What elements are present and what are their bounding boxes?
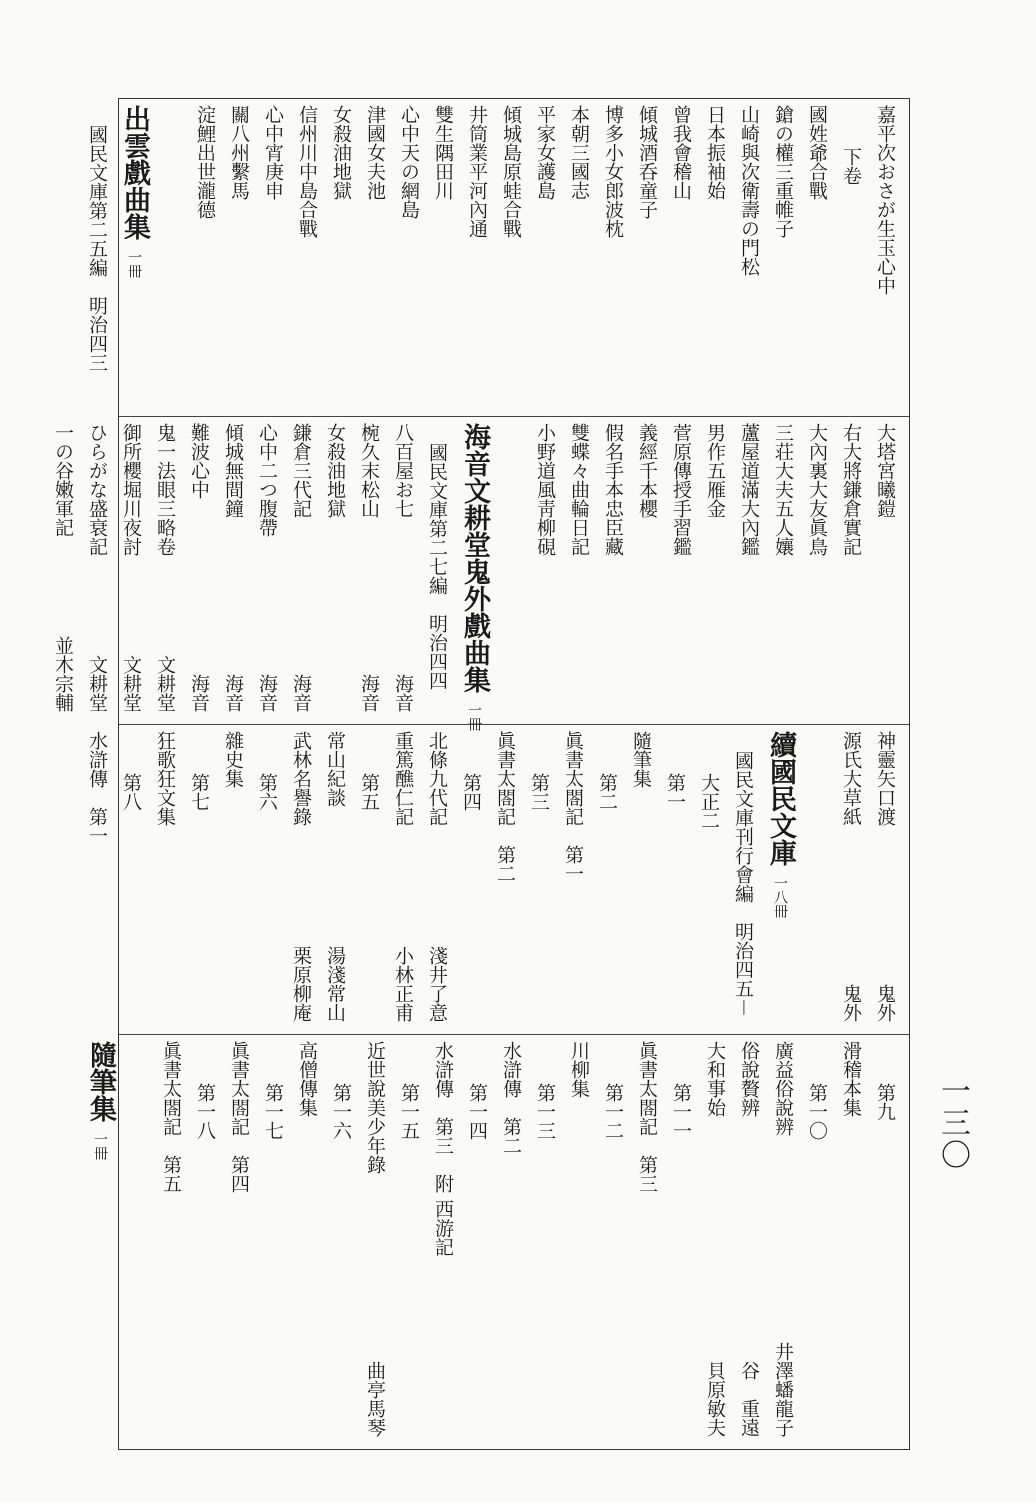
entry-title: 第一八	[194, 1083, 216, 1140]
volume-count: 一冊	[92, 1132, 108, 1160]
band-2-columns	[52, 423, 901, 731]
volume-count: 一冊	[126, 250, 142, 278]
band3-column	[869, 731, 901, 1028]
band2-column	[149, 423, 181, 718]
band4-column	[427, 1041, 459, 1256]
entry-title: 國民文庫第二五編 明治四三	[86, 125, 108, 372]
entry-title: 第一四	[466, 1083, 488, 1140]
entry-author: 曲亭馬琴	[364, 1361, 386, 1437]
entry-title: 川柳集	[568, 1041, 590, 1098]
entry-title: 傾城無間鐘	[222, 423, 244, 518]
band1-column	[81, 105, 113, 372]
band3-column	[625, 731, 657, 788]
collection-title: 隨筆集	[85, 1041, 116, 1122]
entry-title: 女殺油地獄	[324, 423, 346, 518]
entry-title: 眞書太閤記 第四	[228, 1041, 250, 1193]
band1-column	[223, 105, 255, 200]
entry-title: 常山紀談	[324, 731, 346, 807]
entry-author: 貝原敏夫	[704, 1361, 726, 1437]
entry-title: 第一二	[602, 1083, 624, 1140]
volume-count: 一冊	[466, 703, 482, 731]
entry-title: 關八州繫馬	[228, 105, 250, 200]
band3-column	[455, 731, 487, 811]
band1-column	[115, 105, 153, 278]
band2-column	[319, 423, 351, 518]
band3-column	[557, 731, 589, 883]
entry-author: 湯淺常山	[324, 946, 346, 1022]
entry-title: 第一一	[670, 1083, 692, 1140]
band3-column	[761, 731, 799, 918]
band4-column	[81, 1041, 119, 1160]
entry-title: 津國女夫池	[364, 105, 386, 200]
entry-title: 日本振袖始	[704, 105, 726, 200]
entry-title: 俗說贅辨	[738, 1041, 760, 1117]
entry-title: 大內裏大友眞鳥	[806, 423, 828, 556]
entry-title: 武林名譽錄	[290, 731, 312, 826]
band1-column	[325, 105, 357, 200]
band3-column	[387, 731, 419, 1028]
entry-title: 一の谷嫩軍記	[52, 423, 74, 537]
band4-column	[869, 1041, 901, 1121]
band3-column	[81, 731, 113, 845]
entry-title: 博多小女郎波枕	[602, 105, 624, 238]
band3-column	[251, 731, 283, 811]
entry-title: 第三	[528, 773, 550, 811]
band4-column	[291, 1041, 323, 1117]
entry-title: 第五	[358, 773, 380, 811]
entry-title: 心中宵庚申	[262, 105, 284, 200]
entry-title: 水滸傳 第二	[500, 1041, 522, 1155]
band3-column	[115, 731, 147, 811]
band-3	[86, 725, 909, 1035]
entry-author: 井澤蟠龍子	[772, 1342, 794, 1437]
band4-column	[767, 1041, 799, 1443]
entry-title: 第六	[256, 773, 278, 811]
entry-title: 第一六	[330, 1083, 352, 1140]
band3-column	[727, 731, 759, 1017]
entry-title: 男作五雁金	[704, 423, 726, 518]
entry-title: 信州川中島合戰	[296, 105, 318, 238]
band2-column	[767, 423, 799, 556]
band2-column	[665, 423, 697, 556]
entry-title: 下卷	[840, 147, 862, 185]
band4-column	[155, 1041, 187, 1193]
entry-author: 海音	[256, 674, 278, 712]
band4-column	[835, 1041, 867, 1117]
entry-title: 曾我會稽山	[670, 105, 692, 200]
band4-column	[223, 1041, 255, 1193]
entry-title: 水滸傳 第三 附 西游記	[432, 1041, 454, 1257]
entry-title: 山崎與次衛壽の門松	[738, 105, 760, 276]
band2-column	[597, 423, 629, 556]
band-1-columns	[86, 105, 901, 410]
entry-title: 難波心中	[188, 423, 210, 499]
entry-title: 鎌倉三代記	[290, 423, 312, 518]
band3-column	[353, 731, 385, 811]
band1-column	[597, 105, 629, 238]
entry-title: 滑稽本集	[840, 1041, 862, 1117]
collection-title: 海音文耕堂鬼外戲曲集	[459, 423, 490, 693]
band2-column	[353, 423, 385, 718]
entry-title: 水滸傳 第一	[86, 731, 108, 845]
entry-title: 小野道風靑柳硯	[534, 423, 556, 556]
entry-title: 大和事始	[704, 1041, 726, 1117]
entry-title: 雙生隅田川	[432, 105, 454, 200]
band3-column	[591, 731, 623, 811]
entry-title: 廣益俗說辨	[772, 1041, 794, 1136]
entry-author: 鬼外	[840, 984, 862, 1022]
entry-title: 八百屋お七	[392, 423, 414, 518]
entry-title: 雜史集	[222, 731, 244, 788]
entry-title: 女殺油地獄	[330, 105, 352, 200]
band-2	[52, 417, 909, 731]
band4-column	[461, 1041, 493, 1140]
band2-column	[455, 423, 493, 731]
band1-column	[665, 105, 697, 200]
band4-column	[699, 1041, 731, 1443]
entry-title: 傾城島原蛙合戰	[500, 105, 522, 238]
entry-title: 狂歌狂文集	[154, 731, 176, 826]
catalog-frame	[52, 98, 910, 1450]
entry-title: 雙蝶々曲輪日記	[568, 423, 590, 556]
entry-title: 平家女護島	[534, 105, 556, 200]
entry-author: 海音	[358, 674, 380, 712]
band1-column	[291, 105, 323, 238]
band2-column	[835, 423, 867, 556]
band2-column	[217, 423, 249, 718]
entry-title: 國姓爺合戰	[806, 105, 828, 200]
entry-title: 高僧傳集	[296, 1041, 318, 1117]
page-number: 一三〇	[935, 1075, 970, 1171]
band2-column	[285, 423, 317, 718]
band3-column	[659, 731, 691, 811]
band4-column	[597, 1041, 629, 1140]
band3-column	[285, 731, 317, 1028]
entry-title: 源氏大草紙	[840, 731, 862, 826]
entry-author: 海音	[392, 674, 414, 712]
entry-title: 眞書太閤記 第五	[160, 1041, 182, 1193]
entry-title: 御所櫻堀川夜討	[120, 423, 142, 556]
band-4	[85, 1035, 909, 1449]
band1-column	[869, 105, 901, 295]
band3-column	[149, 731, 181, 826]
entry-title: 淀鯉出世瀧德	[194, 105, 216, 219]
band4-column	[189, 1041, 221, 1140]
entry-author: 海音	[290, 674, 312, 712]
entry-author: 文耕堂	[154, 655, 176, 712]
entry-title: 第一〇	[806, 1083, 828, 1140]
entry-title: 眞書太閤記 第一	[562, 731, 584, 883]
entry-title: 鎗の權三重帷子	[772, 105, 794, 238]
entry-author: 谷 重遠	[738, 1361, 760, 1437]
entry-title: 傾城酒呑童子	[636, 105, 658, 219]
entry-title: 假名手本忠臣藏	[602, 423, 624, 556]
entry-author: 並木宗輔	[52, 636, 74, 712]
band2-column	[529, 423, 561, 556]
band2-column	[251, 423, 283, 718]
entry-author: 栗原柳庵	[290, 946, 312, 1022]
band4-column	[325, 1041, 357, 1140]
entry-author: 海音	[222, 674, 244, 712]
entry-title: 國民文庫第二七編 明治四四	[426, 443, 448, 690]
band4-column	[801, 1041, 833, 1140]
volume-count: 一八冊	[772, 876, 788, 918]
entry-title: 眞書太閤記 第三	[636, 1041, 658, 1193]
band1-column	[461, 105, 493, 238]
entry-title: 大正二	[698, 773, 720, 830]
collection-title: 續國民文庫	[765, 731, 796, 866]
band2-column	[631, 423, 663, 518]
entry-title: 北條九代記	[426, 731, 448, 826]
entry-title: 義經千本櫻	[636, 423, 658, 518]
entry-author: 海音	[188, 674, 210, 712]
entry-title: 近世說美少年錄	[364, 1041, 386, 1174]
band4-column	[495, 1041, 527, 1155]
band4-column	[563, 1041, 595, 1098]
entry-title: 嘉平次おさが生玉心中	[874, 105, 896, 295]
band2-column	[699, 423, 731, 518]
band-3-columns	[86, 731, 901, 1028]
band3-column	[421, 731, 453, 1028]
band3-column	[523, 731, 555, 811]
band1-column	[359, 105, 391, 200]
entry-title: 國民文庫刊行會編 明治四五－	[732, 751, 754, 1018]
entry-author: 文耕堂	[86, 655, 108, 712]
band2-column	[733, 423, 765, 556]
band2-column	[421, 423, 453, 690]
band2-column	[801, 423, 833, 556]
band2-column	[81, 423, 113, 718]
band1-column	[631, 105, 663, 219]
band3-column	[217, 731, 249, 788]
band3-column	[319, 731, 351, 1028]
entry-title: 右大將鎌倉實記	[840, 423, 862, 556]
band3-column	[693, 731, 725, 830]
entry-author: 淺井了意	[426, 946, 448, 1022]
band2-column	[183, 423, 215, 718]
band4-column	[529, 1041, 561, 1140]
entry-title: 眞書太閤記 第二	[494, 731, 516, 883]
entry-title: 心中二つ腹帶	[256, 423, 278, 537]
band1-column	[529, 105, 561, 200]
band3-column	[183, 731, 215, 811]
band4-column	[665, 1041, 697, 1140]
entry-title: 第一三	[534, 1083, 556, 1140]
entry-title: 重篤醮仁記	[392, 731, 414, 826]
band4-column	[393, 1041, 425, 1140]
band1-column	[699, 105, 731, 200]
entry-title: 第七	[188, 773, 210, 811]
band1-column	[393, 105, 425, 219]
entry-title: 鬼一法眼三略卷	[154, 423, 176, 556]
entry-title: 第一	[664, 773, 686, 811]
band2-column	[47, 423, 79, 718]
band2-column	[387, 423, 419, 718]
entry-title: 第八	[120, 773, 142, 811]
band3-column	[489, 731, 521, 883]
entry-title: 三荘大夫五人孃	[772, 423, 794, 556]
band-4-columns	[85, 1041, 901, 1443]
entry-title: 蘆屋道滿大內鑑	[738, 423, 760, 556]
entry-title: 椀久末松山	[358, 423, 380, 518]
entry-title: 第一五	[398, 1083, 420, 1140]
band2-column	[115, 423, 147, 718]
entry-title: 第四	[460, 773, 482, 811]
band1-column	[427, 105, 459, 200]
entry-title: ひらがな盛衰記	[86, 423, 108, 556]
entry-title: 神靈矢口渡	[874, 731, 896, 826]
band1-column	[733, 105, 765, 276]
band1-column	[767, 105, 799, 238]
entry-title: 第九	[874, 1083, 896, 1121]
band1-column	[495, 105, 527, 238]
band4-column	[257, 1041, 289, 1140]
entry-title: 菅原傳授手習鑑	[670, 423, 692, 556]
band4-column	[631, 1041, 663, 1193]
entry-title: 井筒業平河內通	[466, 105, 488, 238]
band1-column	[563, 105, 595, 200]
entry-title: 第一七	[262, 1083, 284, 1140]
band1-column	[257, 105, 289, 200]
band1-column	[835, 105, 867, 185]
entry-author: 小林正甫	[392, 946, 414, 1022]
entry-author: 文耕堂	[120, 655, 142, 712]
band4-column	[359, 1041, 391, 1443]
band3-column	[835, 731, 867, 1028]
entry-title: 隨筆集	[630, 731, 652, 788]
entry-title: 大塔宮曦鎧	[874, 423, 896, 518]
entry-title: 第二	[596, 773, 618, 811]
entry-author: 鬼外	[874, 984, 896, 1022]
band1-column	[189, 105, 221, 219]
band2-column	[869, 423, 901, 518]
band2-column	[563, 423, 595, 556]
band1-column	[801, 105, 833, 200]
collection-title: 出雲戲曲集	[119, 105, 150, 240]
band-1	[86, 99, 909, 417]
band4-column	[733, 1041, 765, 1443]
entry-title: 本朝三國志	[568, 105, 590, 200]
entry-title: 心中天の網島	[398, 105, 420, 219]
